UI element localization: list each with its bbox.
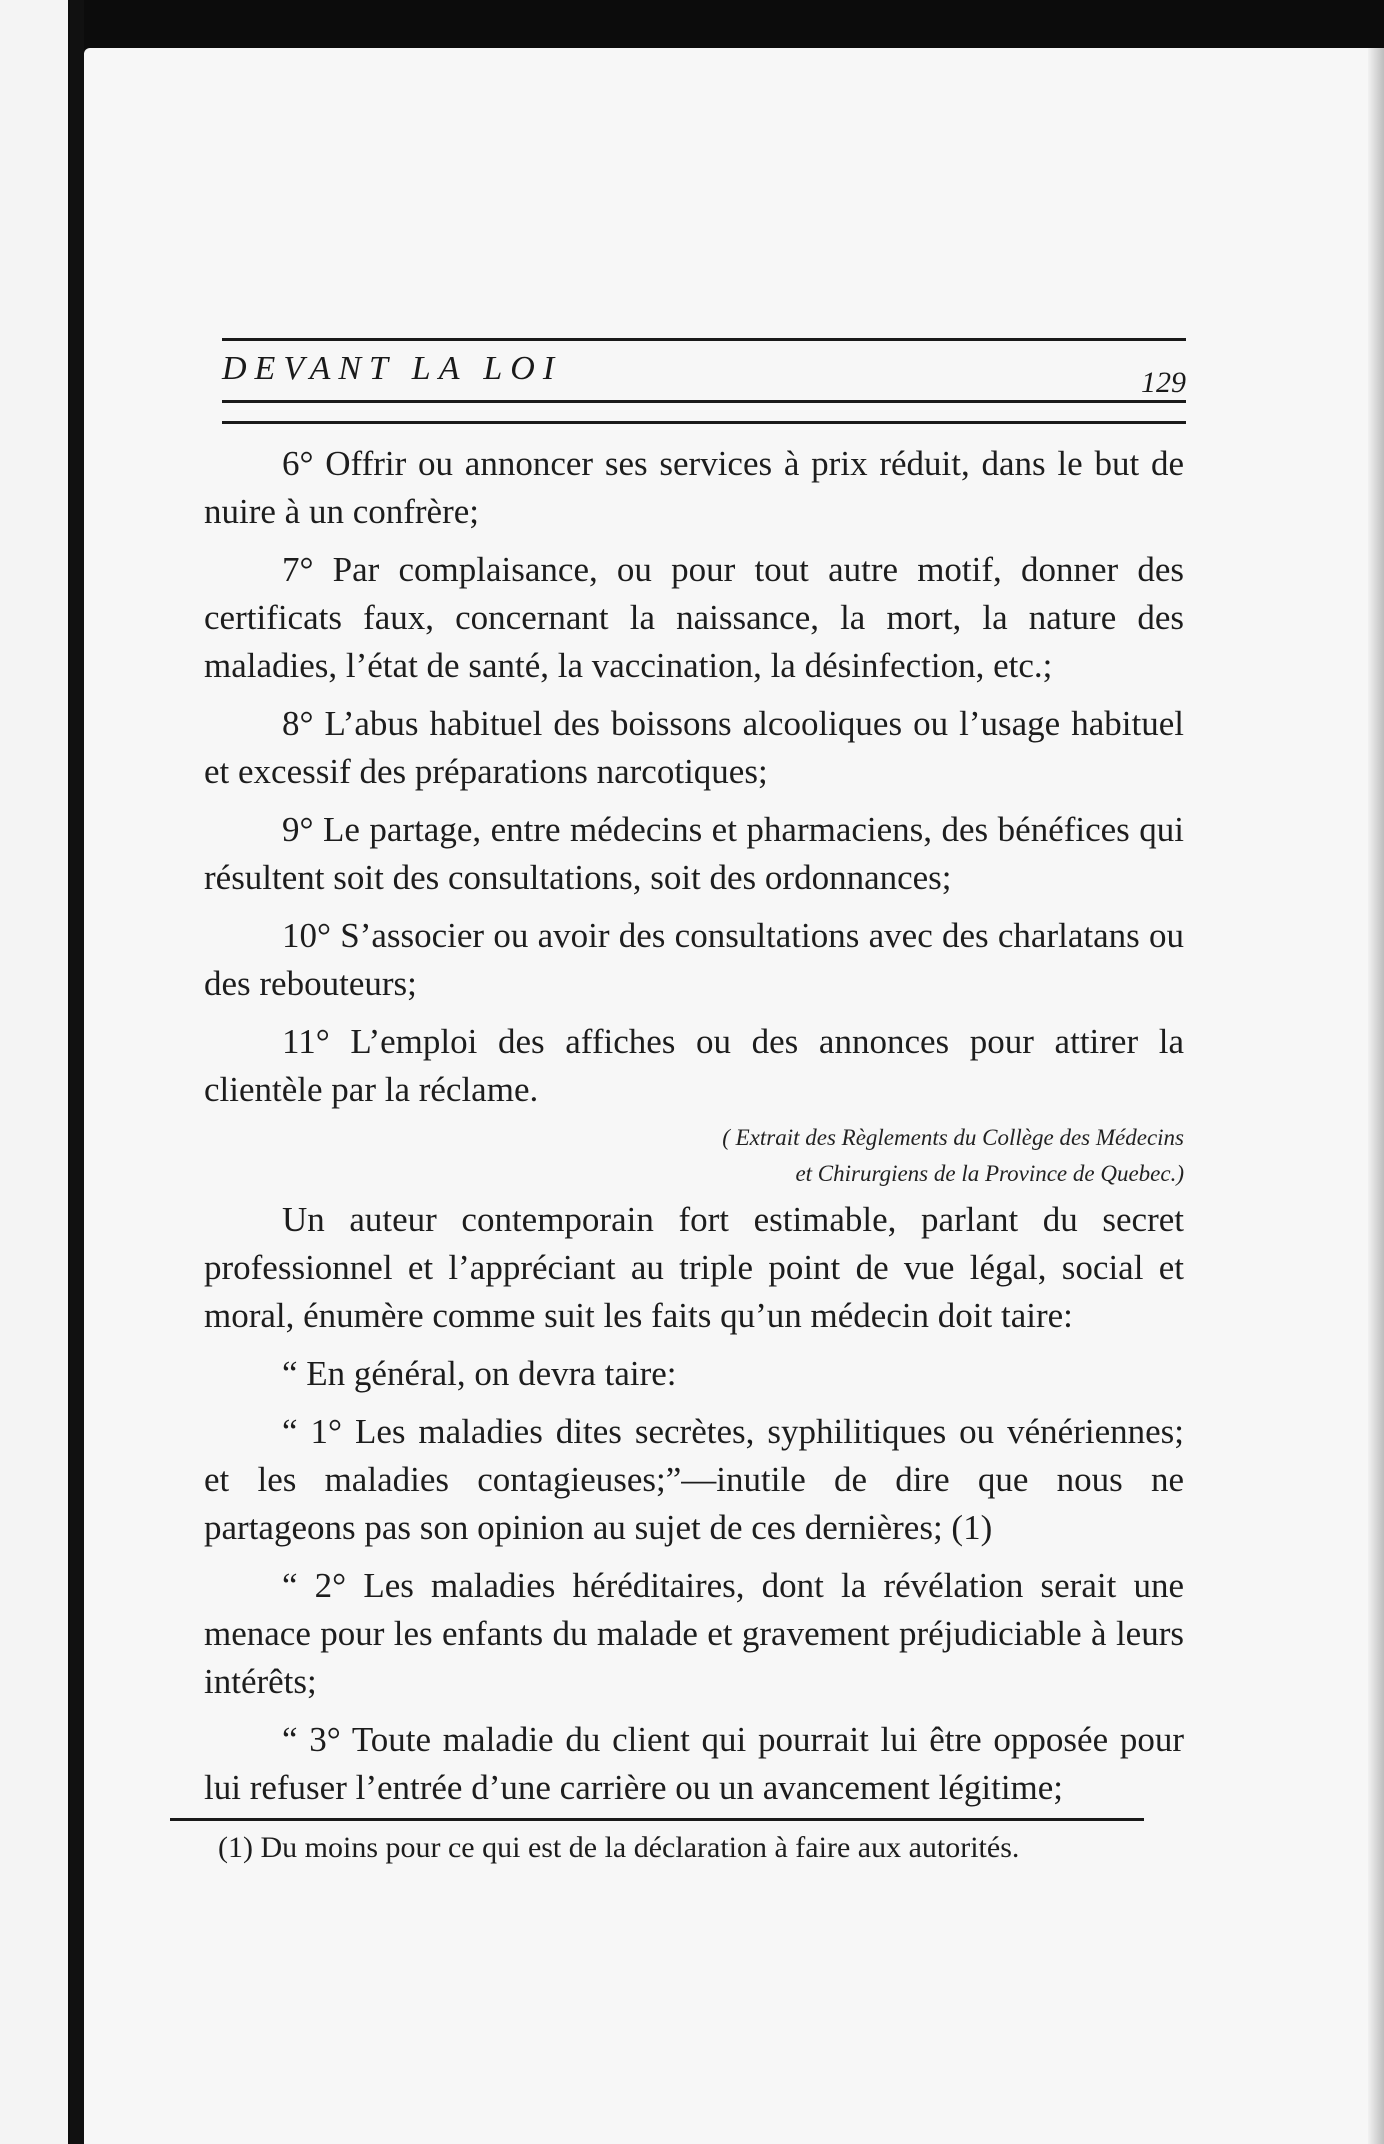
binding-gutter	[70, 0, 84, 2144]
citation-line: et Chirurgiens de la Province de Quebec.)	[795, 1161, 1184, 1186]
paragraph: 9° Le partage, entre médecins et pharmaciens, des bénéfices qui résultent soit des consultations, soit des ordonnances;	[204, 810, 1184, 897]
paragraph: “ 3° Toute maladie du client qui pourrait lui être opposée pour lui refuser l’entrée d’une carrière ou un avancement légitime;	[204, 1720, 1184, 1807]
body-text	[204, 440, 1184, 1822]
running-header	[222, 330, 1186, 430]
paragraph: 11° L’emploi des affiches ou des annonces pour attirer la clientèle par la réclame.	[204, 1022, 1184, 1109]
header-rule-top	[222, 338, 1186, 341]
paragraph: 6° Offrir ou annoncer ses services à prix réduit, dans le but de nuire à un confrère;	[204, 444, 1184, 531]
footnote-rule	[170, 1818, 1144, 1821]
paragraph: “ 1° Les maladies dites secrètes, syphilitiques ou vénériennes; et les maladies contagieuses;”—inutile de dire que nous ne partageons pas son opinion au sujet de ces dernières; (1)	[204, 1412, 1184, 1547]
page-edge-shadow	[1368, 48, 1384, 2144]
citation-line: ( Extrait des Règlements du Collège des Médecins	[722, 1125, 1184, 1150]
paragraph: 7° Par complaisance, ou pour tout autre motif, donner des certificats faux, concernant la naissance, la mort, la nature des maladies, l’état de santé, la vaccination, la désinfection, etc.;	[204, 550, 1184, 685]
source-citation	[204, 1120, 1184, 1192]
page-number: 129	[1141, 366, 1186, 399]
header-rule-bottom-second	[222, 421, 1186, 424]
paragraph: “ 2° Les maladies héréditaires, dont la révélation serait une menace pour les enfants du malade et gravement préjudiciable à leurs intérêts;	[204, 1566, 1184, 1701]
footnote: (1) Du moins pour ce qui est de la déclaration à faire aux autorités.	[218, 1831, 1020, 1864]
header-rule-bottom	[222, 400, 1186, 403]
paragraph: 10° S’associer ou avoir des consultations avec des charlatans ou des rebouteurs;	[204, 916, 1184, 1003]
running-title: DEVANT LA LOI	[222, 350, 563, 387]
paragraph: “ En général, on devra taire:	[282, 1354, 677, 1393]
paragraph: 8° L’abus habituel des boissons alcooliques ou l’usage habituel et excessif des préparations narcotiques;	[204, 704, 1184, 791]
left-page-edge	[0, 0, 68, 2144]
paragraph: Un auteur contemporain fort estimable, parlant du secret professionnel et l’appréciant au triple point de vue légal, social et moral, énumère comme suit les faits qu’un médecin doit taire:	[204, 1200, 1184, 1335]
